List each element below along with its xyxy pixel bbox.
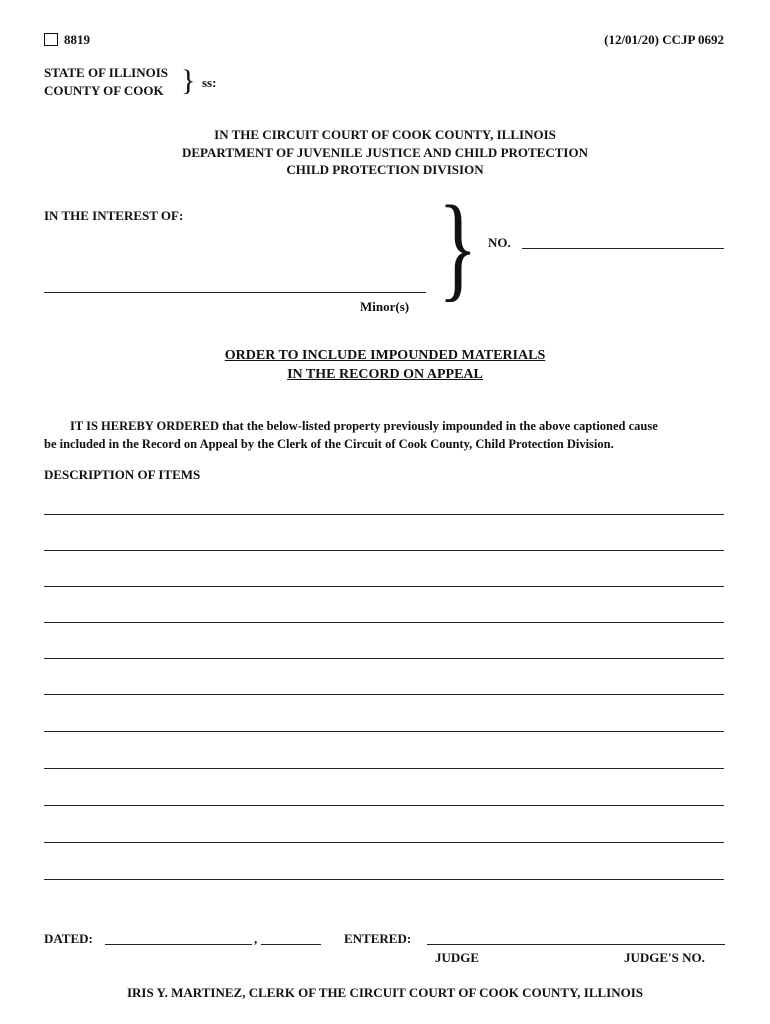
- description-line[interactable]: [44, 768, 724, 769]
- judge-signature-line[interactable]: [427, 944, 725, 945]
- form-checkbox[interactable]: [44, 33, 58, 46]
- case-number-label: NO.: [488, 235, 511, 250]
- description-line[interactable]: [44, 879, 724, 880]
- description-line[interactable]: [44, 622, 724, 623]
- case-number-line[interactable]: [522, 248, 724, 249]
- court-line-3: CHILD PROTECTION DIVISION: [286, 162, 484, 177]
- description-line[interactable]: [44, 731, 724, 732]
- order-title-line-1: ORDER TO INCLUDE IMPOUNDED MATERIALS: [224, 348, 546, 363]
- form-code: (12/01/20) CCJP 0692: [604, 32, 724, 47]
- judge-label: JUDGE: [435, 950, 480, 965]
- court-line-2: DEPARTMENT OF JUVENILE JUSTICE AND CHILD PROTECTION: [182, 145, 588, 160]
- order-body-line-2: be included in the Record on Appeal by the Clerk of the Circuit of Cook County, Child Protection Division.: [44, 437, 614, 451]
- description-line[interactable]: [44, 805, 724, 806]
- dated-comma: ,: [254, 931, 258, 946]
- description-line[interactable]: [44, 842, 724, 843]
- entered-label: ENTERED:: [344, 931, 412, 946]
- description-line[interactable]: [44, 658, 724, 659]
- description-line[interactable]: [44, 514, 724, 515]
- venue-brace: }: [181, 64, 196, 97]
- caption-brace: }: [438, 181, 478, 312]
- venue-state: STATE OF ILLINOIS: [44, 65, 169, 80]
- description-line[interactable]: [44, 694, 724, 695]
- dated-label: DATED:: [44, 931, 93, 946]
- order-title-line-2: IN THE RECORD ON APPEAL: [287, 367, 483, 382]
- description-line[interactable]: [44, 550, 724, 551]
- interest-label: IN THE INTEREST OF:: [44, 208, 184, 223]
- description-label: DESCRIPTION OF ITEMS: [44, 467, 201, 482]
- minor-name-line[interactable]: [44, 292, 426, 293]
- venue-ss: ss:: [202, 75, 217, 90]
- clerk-footer: IRIS Y. MARTINEZ, CLERK OF THE CIRCUIT COURT OF COOK COUNTY, ILLINOIS: [126, 985, 644, 1000]
- venue-county: COUNTY OF COOK: [44, 83, 164, 98]
- court-line-1: IN THE CIRCUIT COURT OF COOK COUNTY, ILLINOIS: [214, 127, 556, 142]
- dated-date-line[interactable]: [105, 944, 252, 945]
- dated-year-line[interactable]: [261, 944, 321, 945]
- judge-number-label: JUDGE'S NO.: [624, 950, 705, 965]
- minor-label: Minor(s): [360, 299, 410, 314]
- form-number: 8819: [64, 32, 90, 47]
- order-body-line-1: IT IS HEREBY ORDERED that the below-listed property previously impounded in the above captioned cause: [70, 419, 658, 433]
- description-line[interactable]: [44, 586, 724, 587]
